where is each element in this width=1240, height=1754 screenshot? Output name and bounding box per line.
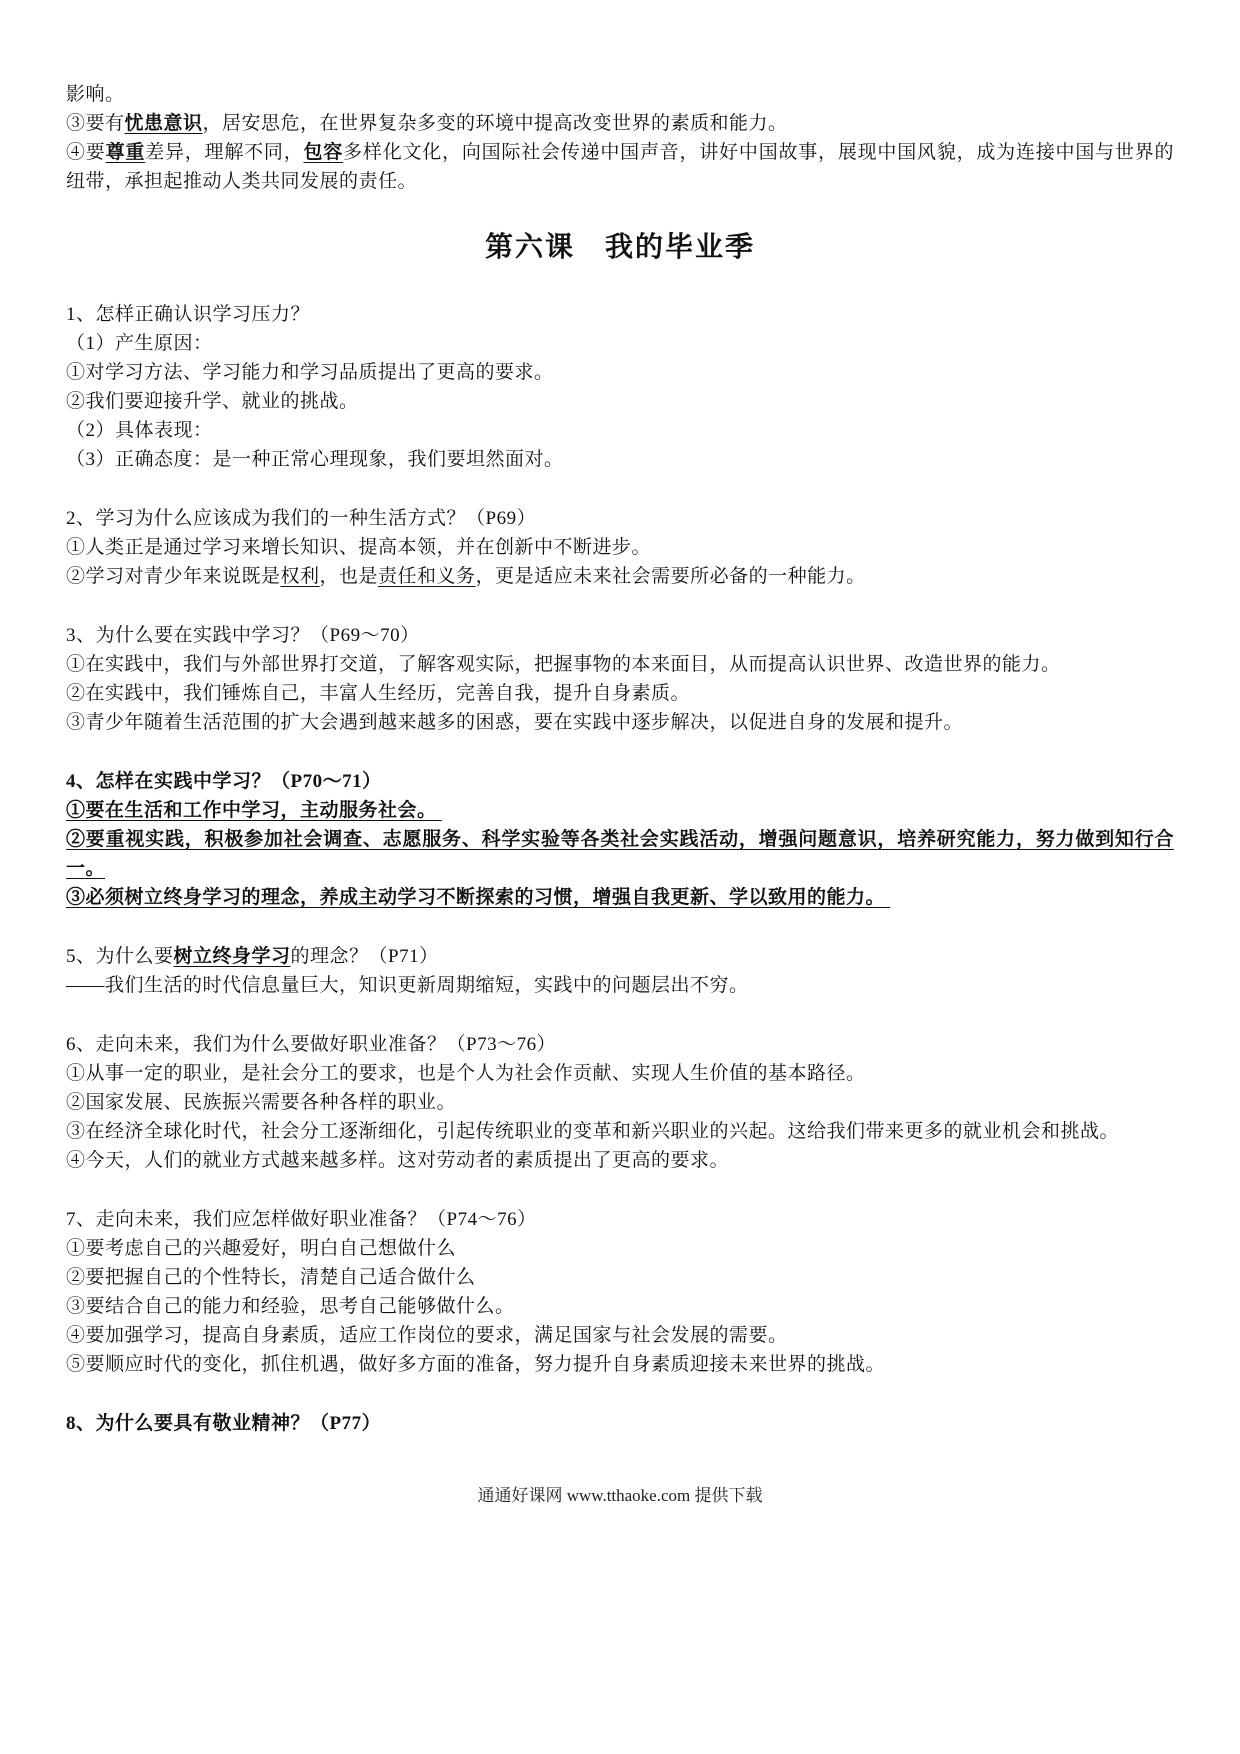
text-segment: 1、怎样正确认识学习压力？ — [66, 304, 311, 325]
section-question-2 — [66, 504, 1174, 591]
paragraph — [66, 80, 1174, 109]
text-segment: ④要 — [66, 142, 106, 163]
paragraph — [66, 971, 1174, 1000]
text-segment: 4、怎样在实践中学习？（P70～71） — [66, 771, 382, 792]
section-question-4 — [66, 767, 1174, 912]
text-segment: ②在实践中，我们锤炼自己，丰富人生经历，完善自我，提升自身素质。 — [66, 683, 691, 704]
paragraph — [66, 504, 1174, 533]
paragraph — [66, 1321, 1174, 1350]
text-segment: 差异，理解不同， — [145, 142, 304, 163]
section-question-5 — [66, 942, 1174, 1000]
text-segment: ，居安思危，在世界复杂多变的环境中提高改变世界的素质和能力。 — [202, 113, 788, 134]
text-segment: 8、为什么要具有敬业精神？（P77） — [66, 1413, 382, 1434]
paragraph — [66, 708, 1174, 737]
text-segment: ③必须树立终身学习的理念，养成主动学习不断探索的习惯，增强自我更新、学以致用的能力。 — [66, 887, 891, 908]
paragraph — [66, 533, 1174, 562]
paragraph — [66, 300, 1174, 329]
text-segment: （2）具体表现： — [66, 420, 213, 441]
text-segment: ①对学习方法、学习能力和学习品质提出了更高的要求。 — [66, 362, 554, 383]
text-segment: ①人类正是通过学习来增长知识、提高本领，并在创新中不断进步。 — [66, 537, 652, 558]
text-segment: ⑤要顺应时代的变化，抓住机遇，做好多方面的准备，努力提升自身素质迎接未来世界的挑战。 — [66, 1354, 886, 1375]
paragraph — [66, 796, 1174, 825]
text-segment: ②我们要迎接升学、就业的挑战。 — [66, 391, 359, 412]
text-segment: 第六课 我的毕业季 — [484, 232, 755, 263]
text-segment: 责任和义务 — [378, 566, 476, 587]
text-segment: （3）正确态度：是一种正常心理现象，我们要坦然面对。 — [66, 449, 564, 470]
paragraph — [66, 1088, 1174, 1117]
paragraph — [66, 416, 1174, 445]
paragraph — [66, 1263, 1174, 1292]
paragraph — [66, 1146, 1174, 1175]
paragraph — [66, 445, 1174, 474]
text-segment: ①要在生活和工作中学习，主动服务社会。 — [66, 800, 442, 821]
paragraph — [66, 1059, 1174, 1088]
text-segment: ①要考虑自己的兴趣爱好，明白自己想做什么 — [66, 1238, 457, 1259]
paragraph — [66, 329, 1174, 358]
text-segment: ③要结合自己的能力和经验，思考自己能够做什么。 — [66, 1296, 515, 1317]
text-segment: 尊重 — [105, 142, 146, 163]
text-segment: ②国家发展、民族振兴需要各种各样的职业。 — [66, 1092, 457, 1113]
paragraph — [66, 825, 1174, 883]
text-segment: ②学习对青少年来说既是 — [66, 566, 281, 587]
text-segment: 2、学习为什么应该成为我们的一种生活方式？（P69） — [66, 508, 537, 529]
text-segment: ④要加强学习，提高自身素质，适应工作岗位的要求，满足国家与社会发展的需要。 — [66, 1325, 788, 1346]
paragraph — [66, 1234, 1174, 1263]
section-intro-continuation — [66, 80, 1174, 196]
section-question-6 — [66, 1030, 1174, 1175]
paragraph — [66, 1030, 1174, 1059]
paragraph — [66, 109, 1174, 138]
section-question-3 — [66, 621, 1174, 737]
text-segment: ④今天，人们的就业方式越来越多样。这对劳动者的素质提出了更高的要求。 — [66, 1150, 730, 1171]
text-segment: ②要重视实践，积极参加社会调查、志愿服务、科学实验等各类社会实践活动，增强问题意识，培养研究能力，努力做到知行合一。 — [66, 829, 1174, 879]
text-segment: 包容 — [303, 142, 344, 163]
paragraph — [66, 358, 1174, 387]
text-segment: 5、为什么要 — [66, 946, 174, 967]
paragraph — [66, 1117, 1174, 1146]
paragraph — [66, 621, 1174, 650]
section-question-7 — [66, 1205, 1174, 1379]
text-segment: 的理念？（P71） — [290, 946, 439, 967]
text-segment: ①在实践中，我们与外部世界打交道，了解客观实际，把握事物的本来面目，从而提高认识世界、改造世界的能力。 — [66, 654, 1061, 675]
paragraph — [66, 387, 1174, 416]
text-segment: 多样化文化，向国际社会传递中国声音，讲好中国故事，展现中国风貌，成为连接中国与世界的纽带，承担起推动人类共同发展的责任。 — [66, 142, 1174, 192]
text-segment: ③要有 — [66, 113, 125, 134]
text-segment: ——我们生活的时代信息量巨大，知识更新周期缩短，实践中的问题层出不穷。 — [66, 975, 749, 996]
text-segment: ②要把握自己的个性特长，清楚自己适合做什么 — [66, 1267, 476, 1288]
text-segment: 权利 — [280, 566, 320, 587]
text-segment: ③青少年随着生活范围的扩大会遇到越来越多的困惑，要在实践中逐步解决，以促进自身的发展和提升。 — [66, 712, 964, 733]
page-title — [66, 226, 1174, 270]
paragraph — [66, 883, 1174, 912]
paragraph — [66, 942, 1174, 971]
paragraph — [66, 679, 1174, 708]
paragraph — [66, 1409, 1174, 1438]
paragraph — [66, 562, 1174, 591]
paragraph — [66, 650, 1174, 679]
section-question-1 — [66, 300, 1174, 474]
text-segment: （1）产生原因： — [66, 333, 213, 354]
paragraph — [66, 138, 1174, 196]
text-segment: 6、走向未来，我们为什么要做好职业准备？（P73～76） — [66, 1034, 557, 1055]
text-segment: ③在经济全球化时代，社会分工逐渐细化，引起传统职业的变革和新兴职业的兴起。这给我们带来更多的就业机会和挑战。 — [66, 1121, 1120, 1142]
text-segment: 3、为什么要在实践中学习？（P69～70） — [66, 625, 420, 646]
section-question-8 — [66, 1409, 1174, 1438]
text-segment: 忧患意识 — [124, 113, 203, 134]
paragraph — [66, 1350, 1174, 1379]
paragraph — [66, 1205, 1174, 1234]
text-segment: ，也是 — [319, 566, 379, 587]
text-segment: ①从事一定的职业，是社会分工的要求，也是个人为社会作贡献、实现人生价值的基本路径。 — [66, 1063, 866, 1084]
text-segment: 影响。 — [66, 84, 125, 105]
document-body — [66, 80, 1174, 1438]
text-segment: 7、走向未来，我们应怎样做好职业准备？（P74～76） — [66, 1209, 537, 1230]
paragraph — [66, 767, 1174, 796]
text-segment: ，更是适应未来社会需要所必备的一种能力。 — [475, 566, 866, 587]
page-footer: 通通好课网 www.tthaoke.com 提供下载 — [477, 1486, 763, 1505]
section-lesson-heading — [66, 226, 1174, 270]
paragraph — [66, 1292, 1174, 1321]
text-segment: 树立终身学习 — [173, 946, 291, 967]
